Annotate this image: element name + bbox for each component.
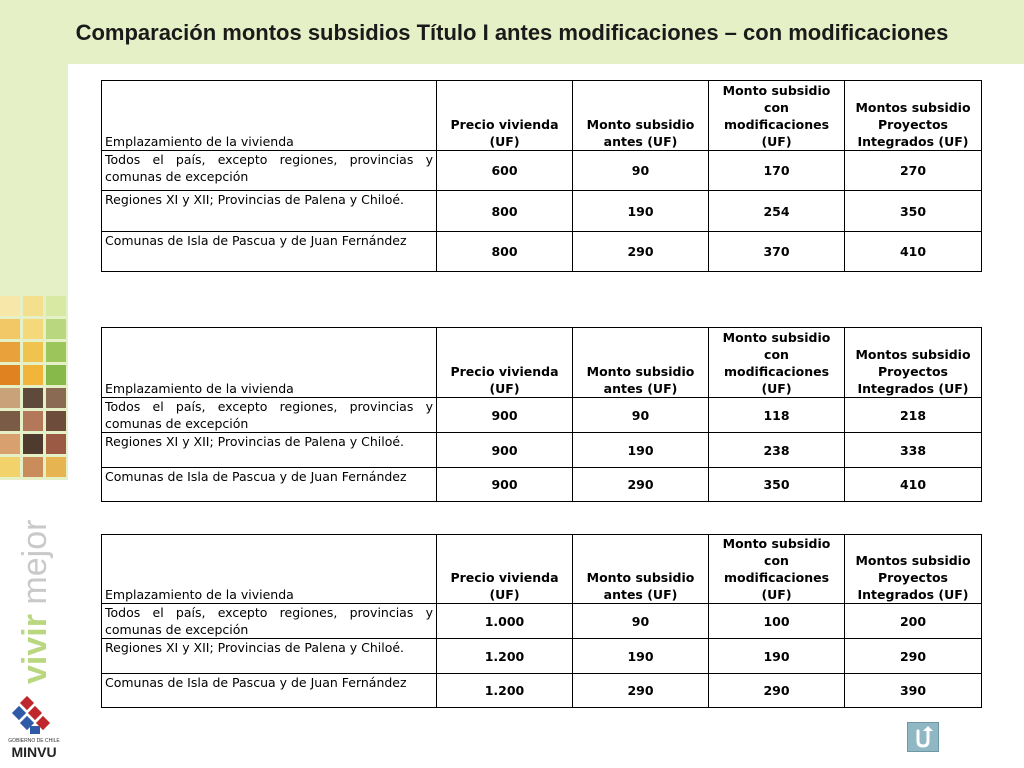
cell-location: Comunas de Isla de Pascua y de Juan Fernández [102, 232, 437, 272]
header-integrated: Montos subsidio Proyectos Integrados (UF) [845, 328, 982, 398]
cell-price: 1.200 [437, 674, 573, 708]
vivir-mejor-slogan [14, 492, 54, 688]
cell-with: 370 [709, 232, 845, 272]
header-before: Monto subsidio antes (UF) [573, 328, 709, 398]
cell-with: 238 [709, 433, 845, 468]
header-with: Monto subsidio con modificaciones (UF) [709, 81, 845, 151]
cell-price: 900 [437, 398, 573, 433]
cell-price: 800 [437, 191, 573, 232]
page-title: Comparación montos subsidios Título I antes modificaciones – con modificaciones [75, 20, 949, 45]
table-row [102, 604, 982, 639]
cell-price: 800 [437, 232, 573, 272]
cell-integrated: 338 [845, 433, 982, 468]
cell-price: 600 [437, 151, 573, 191]
cell-price: 900 [437, 468, 573, 502]
subsidy-table-1 [101, 80, 982, 272]
cell-before: 90 [573, 151, 709, 191]
header-integrated: Montos subsidio Proyectos Integrados (UF) [845, 81, 982, 151]
header-location: Emplazamiento de la vivienda [102, 535, 437, 604]
cell-price: 900 [437, 433, 573, 468]
header-integrated: Montos subsidio Proyectos Integrados (UF) [845, 535, 982, 604]
header-before: Monto subsidio antes (UF) [573, 81, 709, 151]
table-row [102, 232, 982, 272]
header-price: Precio vivienda (UF) [437, 81, 573, 151]
header-location: Emplazamiento de la vivienda [102, 81, 437, 151]
cell-with: 290 [709, 674, 845, 708]
table-row [102, 191, 982, 232]
table-row [102, 151, 982, 191]
cell-before: 190 [573, 191, 709, 232]
table-header-row [102, 535, 982, 604]
cell-price: 1.200 [437, 639, 573, 674]
cell-location: Todos el país, excepto regiones, provincias y comunas de excepción [102, 398, 437, 433]
table-row [102, 398, 982, 433]
cell-integrated: 350 [845, 191, 982, 232]
cell-before: 290 [573, 232, 709, 272]
header-price: Precio vivienda (UF) [437, 328, 573, 398]
cell-integrated: 410 [845, 468, 982, 502]
table-header-row [102, 328, 982, 398]
logo-name: MINVU [11, 744, 57, 760]
cell-before: 90 [573, 398, 709, 433]
header-before: Monto subsidio antes (UF) [573, 535, 709, 604]
cell-with: 190 [709, 639, 845, 674]
cell-location: Regiones XI y XII; Provincias de Palena y Chiloé. [102, 433, 437, 468]
header-with: Monto subsidio con modificaciones (UF) [709, 328, 845, 398]
header-with: Monto subsidio con modificaciones (UF) [709, 535, 845, 604]
cell-integrated: 410 [845, 232, 982, 272]
slogan-vivir: vivir [16, 614, 54, 684]
cell-with: 170 [709, 151, 845, 191]
svg-text:vivir mejor [16, 520, 54, 684]
cell-with: 350 [709, 468, 845, 502]
cell-with: 118 [709, 398, 845, 433]
cell-integrated: 270 [845, 151, 982, 191]
cell-with: 100 [709, 604, 845, 639]
cell-integrated: 218 [845, 398, 982, 433]
photo-mosaic [0, 296, 68, 480]
cell-price: 1.000 [437, 604, 573, 639]
subsidy-table-3 [101, 534, 982, 708]
table-row [102, 674, 982, 708]
header-price: Precio vivienda (UF) [437, 535, 573, 604]
cell-location: Regiones XI y XII; Provincias de Palena y Chiloé. [102, 639, 437, 674]
cell-before: 190 [573, 433, 709, 468]
u-turn-arrow-icon [908, 723, 938, 751]
table-row [102, 468, 982, 502]
cell-before: 290 [573, 468, 709, 502]
cell-before: 90 [573, 604, 709, 639]
back-button[interactable] [907, 722, 939, 752]
table-header-row [102, 81, 982, 151]
cell-with: 254 [709, 191, 845, 232]
table-row [102, 639, 982, 674]
subsidy-table-2 [101, 327, 982, 502]
slogan-mejor: mejor [16, 519, 54, 605]
cell-integrated: 290 [845, 639, 982, 674]
cell-location: Todos el país, excepto regiones, provincias y comunas de excepción [102, 151, 437, 191]
cell-before: 290 [573, 674, 709, 708]
header-location: Emplazamiento de la vivienda [102, 328, 437, 398]
cell-location: Todos el país, excepto regiones, provincias y comunas de excepción [102, 604, 437, 639]
cell-integrated: 390 [845, 674, 982, 708]
logo-subtitle: GOBIERNO DE CHILE [8, 738, 60, 744]
cell-location: Comunas de Isla de Pascua y de Juan Fernández [102, 468, 437, 502]
cell-before: 190 [573, 639, 709, 674]
table-row [102, 433, 982, 468]
cell-location: Regiones XI y XII; Provincias de Palena y Chiloé. [102, 191, 437, 232]
cell-integrated: 200 [845, 604, 982, 639]
cell-location: Comunas de Isla de Pascua y de Juan Fernández [102, 674, 437, 708]
